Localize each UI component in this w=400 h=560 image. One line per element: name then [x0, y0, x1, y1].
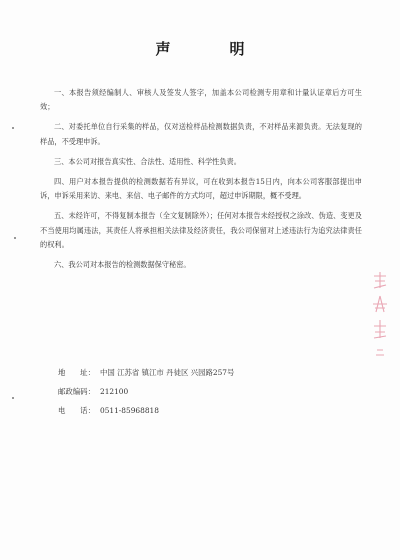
postcode-value: 212100 [100, 387, 129, 396]
contact-info [58, 363, 358, 420]
phone-value: 0511-85968818 [100, 406, 159, 415]
declaration-item-2: 二、对委托单位自行采集的样品，仅对送检样品检测数据负责，不对样品来源负责。无法复现的样品，不受理申诉。 [40, 122, 362, 146]
declaration-body [40, 86, 362, 278]
postcode-label: 邮政编码： [58, 387, 95, 396]
declaration-item-4: 四、用户对本报告提供的检测数据若有异议，可在收到本报告15日内，向本公司客服部提出申诉，申诉采用来访、来电、来信、电子邮件的方式均可，超过申诉期限，概不受理。 [40, 177, 362, 201]
phone-label: 电 话： [58, 406, 95, 415]
address-value: 中国 江苏省 镇江市 丹徒区 兴园路257号 [100, 368, 235, 377]
postcode-row [58, 382, 358, 401]
declaration-item-3: 三、本公司对报告真实性、合法性、适用性、科学性负责。 [54, 156, 241, 166]
scan-speck [12, 397, 14, 399]
declaration-item-1: 一、本报告须经编制人、审核人及签发人签字，加盖本公司检测专用章和计量认证章后方可生效； [40, 88, 362, 112]
scan-speck [12, 127, 14, 129]
declaration-item-6: 六、我公司对本报告的检测数据保守秘密。 [54, 260, 191, 270]
declaration-item-5: 五、未经许可，不得复制本报告（全文复制除外）；任何对本报告未经授权之涂改、伪造、变更及不当使用均属违法，其责任人将承担相关法律及经济责任，我公司保留对上述违法行为追究法律责任的权利。 [40, 211, 362, 249]
address-row [58, 363, 358, 382]
seal-stamp-icon [370, 268, 390, 360]
page-title: 声 明 [155, 40, 267, 58]
address-label: 地 址： [58, 368, 95, 377]
scan-speck [14, 237, 16, 239]
phone-row [58, 401, 358, 420]
